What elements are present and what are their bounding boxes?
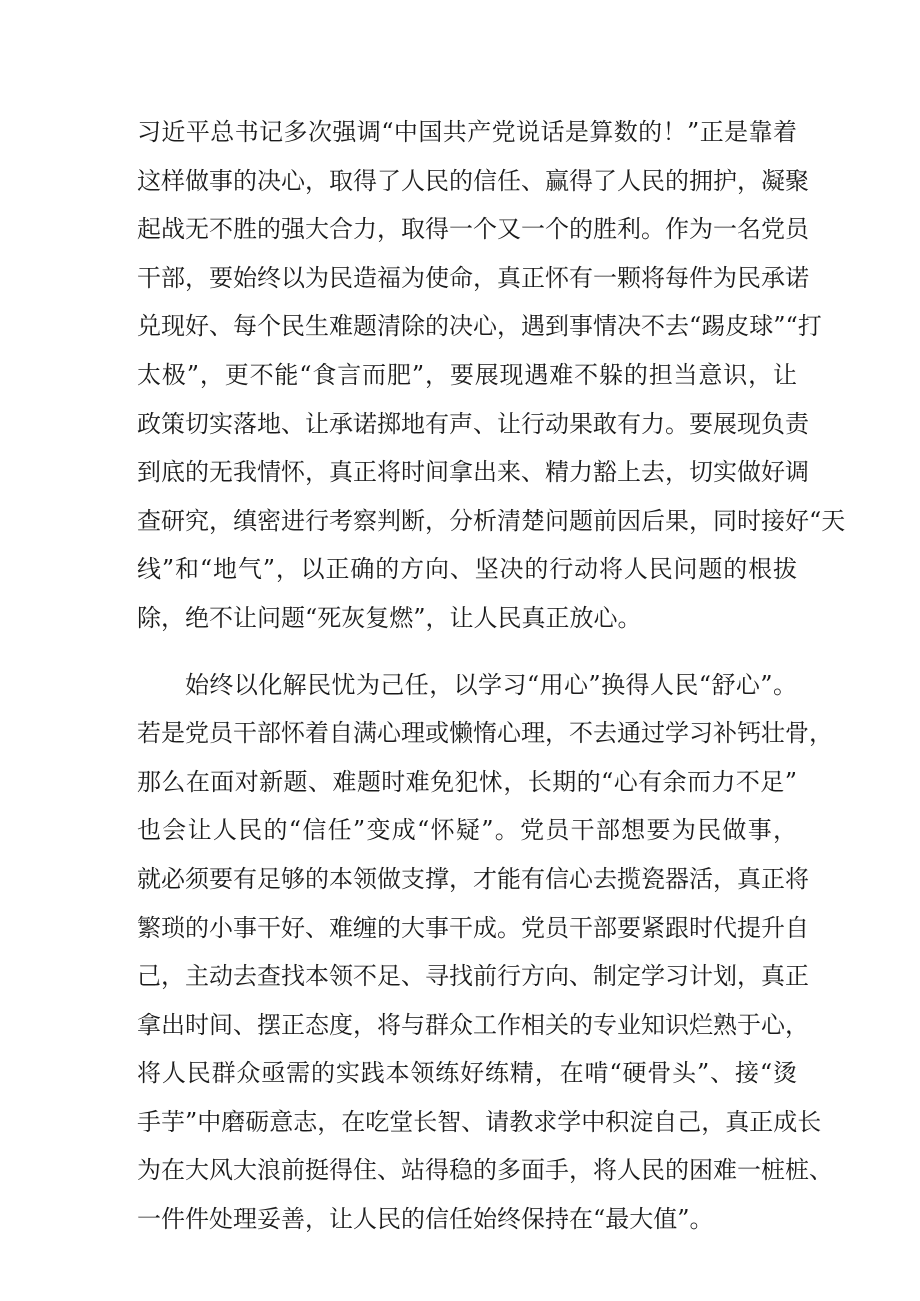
paragraph-2 <box>137 661 833 1244</box>
text-line: 兑现好、每个民生难题清除的决心，遇到事情决不去“踢皮球”“打 <box>137 312 822 341</box>
text-line: 查研究，缜密进行考察判断，分析清楚问题前因后果，同时接好“天 <box>137 506 846 535</box>
text-line: 将人民群众亟需的实践本领练好练精，在啃“硬骨头”、接“烫 <box>137 1059 797 1088</box>
paragraph-1 <box>137 108 846 643</box>
text-line: 干部，要始终以为民造福为使命，真正怀有一颗将每件为民承诺 <box>137 263 809 292</box>
text-line: 也会让人民的“信任”变成“怀疑”。党员干部想要为民做事， <box>137 816 797 845</box>
document-body <box>137 108 846 1244</box>
text-line: 太极”，更不能“食言而肥”，要展现遇难不躲的担当意识，让 <box>137 360 797 389</box>
text-line: 政策切实落地、让承诺掷地有声、让行动果敢有力。要展现负责 <box>137 409 809 438</box>
paragraph-spacer <box>137 643 797 661</box>
text-line: 线”和“地气”，以正确的方向、坚决的行动将人民问题的根拔 <box>137 555 797 584</box>
text-line: 到底的无我情怀，真正将时间拿出来、精力豁上去，切实做好调 <box>137 458 809 487</box>
text-line: 那么在面对新题、难题时难免犯怵，长期的“心有余而力不足” <box>137 767 797 796</box>
text-line: 一件件处理妥善，让人民的信任始终保持在“最大值”。 <box>137 1205 714 1234</box>
text-line: 拿出时间、摆正态度，将与群众工作相关的专业知识烂熟于心， <box>137 1010 809 1039</box>
text-line: 若是党员干部怀着自满心理或懒惰心理，不去通过学习补钙壮骨， <box>137 719 833 748</box>
text-line: 起战无不胜的强大合力，取得一个又一个的胜利。作为一名党员 <box>137 215 809 244</box>
text-line: 为在大风大浪前挺得住、站得稳的多面手，将人民的困难一桩桩、 <box>137 1156 833 1185</box>
text-line: 繁琐的小事干好、难缠的大事干成。党员干部要紧跟时代提升自 <box>137 913 809 942</box>
text-line: 这样做事的决心，取得了人民的信任、赢得了人民的拥护，凝聚 <box>137 166 809 195</box>
text-line: 己，主动去查找本领不足、寻找前行方向、制定学习计划，真正 <box>137 962 809 991</box>
text-line: 习近平总书记多次强调“中国共产党说话是算数的！”正是靠着 <box>137 118 797 146</box>
text-line: 就必须要有足够的本领做支撑，才能有信心去揽瓷器活，真正将 <box>137 864 809 893</box>
text-line: 始终以化解民忧为己任，以学习“用心”换得人民“舒心”。 <box>185 670 797 699</box>
text-line: 手芋”中磨砺意志，在吃堂长智、请教求学中积淀自己，真正成长 <box>137 1107 822 1136</box>
text-line: 除，绝不让问题“死灰复燃”，让人民真正放心。 <box>137 603 642 632</box>
